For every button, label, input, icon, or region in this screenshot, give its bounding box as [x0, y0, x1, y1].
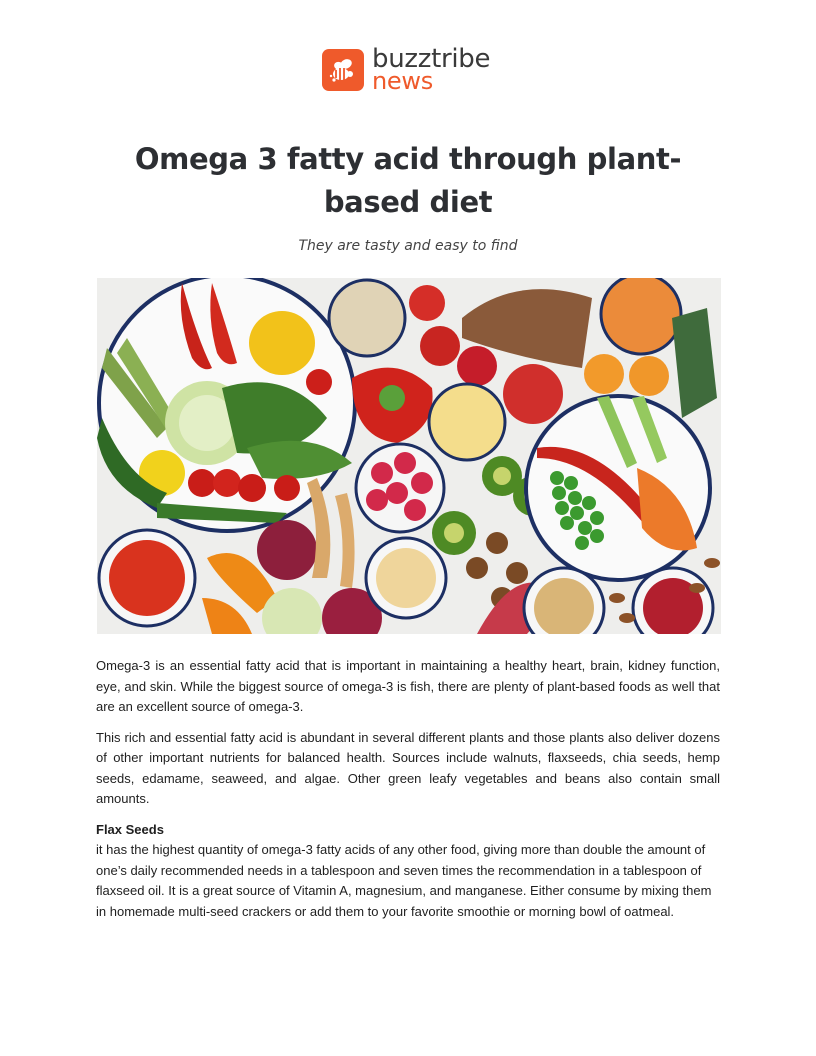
article-paragraph: Omega-3 is an essential fatty acid that is important in maintaining a healthy heart, brain, kidney function, eye, and skin. While the biggest source of omega-3 is fish, there are plenty of plant-based foods as well that are an excellent source of omega-3.	[96, 658, 720, 714]
bee-logo-icon	[322, 49, 364, 91]
section-body: it has the highest quantity of omega-3 fatty acids of any other food, giving more than double the amount of one’s daily recommended needs in a tablespoon and seven times the recommendation in a tablespoon of flaxseed oil. It is a great source of Vitamin A, magnesium, and manganese. Either consume by mixing them in homemade multi-seed crackers or add them to your favorite smoothie or morning bowl of oatmeal.	[96, 842, 712, 919]
food-spread-illustration	[97, 278, 721, 634]
site-logo[interactable]	[322, 44, 491, 95]
article-subtitle: They are tasty and easy to find	[298, 238, 518, 254]
hero-image	[97, 278, 721, 634]
logo-brand-text: buzztribe	[372, 44, 491, 74]
logo-sub-text: news	[372, 66, 433, 95]
article-body	[96, 656, 720, 932]
section-heading: Flax Seeds	[96, 821, 164, 837]
article-section	[96, 820, 720, 923]
article-paragraph: This rich and essential fatty acid is abundant in several different plants and those plants also deliver dozens of other important nutrients for balanced health. Sources include walnuts, flaxseeds, chia seeds, hemp seeds, edamame, seaweed, and algae. Other green leafy vegetables and beans also contain small amounts.	[96, 729, 720, 806]
article-title: Omega 3 fatty acid through plant-based diet	[134, 142, 682, 219]
